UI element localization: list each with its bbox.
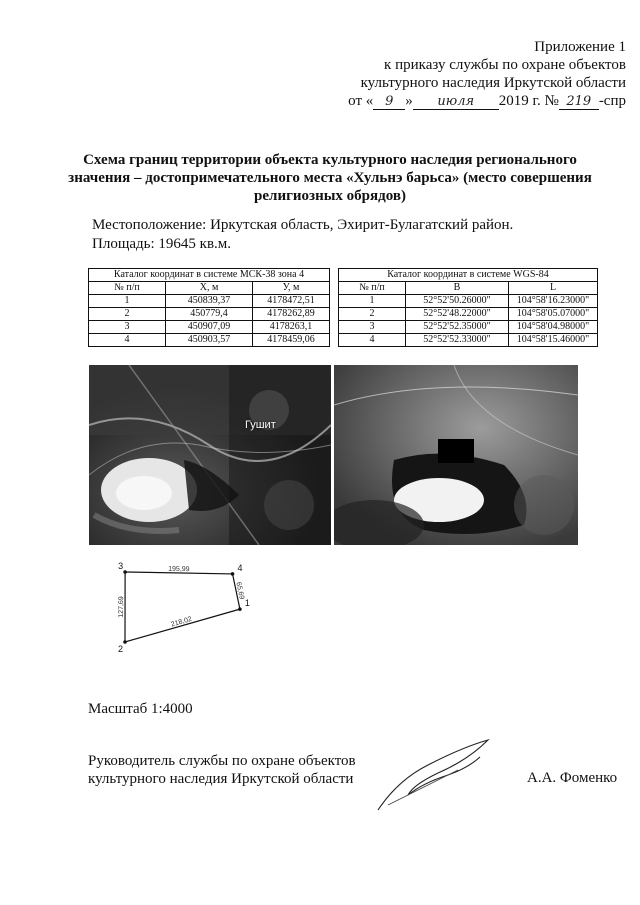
order-number: 219 — [559, 95, 599, 110]
vertex-label-1: 1 — [244, 598, 250, 609]
handwritten-signature — [368, 735, 498, 815]
title-line1: Схема границ территории объекта культурного наследия регионального — [83, 152, 577, 168]
vertex-label-3: 3 — [118, 561, 124, 571]
cell: 450839,37 — [166, 295, 253, 308]
boundary-plan — [95, 560, 315, 690]
vertex-point-3 — [123, 570, 127, 574]
cell: 1 — [339, 295, 406, 308]
vertex-point-1 — [238, 607, 242, 611]
satellite-image-right — [334, 365, 578, 545]
table-row — [339, 308, 598, 321]
msk-header-num: № п/п — [89, 282, 166, 295]
table-row — [89, 308, 330, 321]
cell: 104°58'05.07000" — [509, 308, 598, 321]
table-row — [89, 321, 330, 334]
vertex-point-4 — [231, 572, 235, 576]
table-row — [339, 295, 598, 308]
location-text: Местоположение: Иркутская область, Эхирит-Булагатский район. — [92, 217, 514, 233]
side-length-3-4: 195,99 — [168, 565, 190, 574]
side-length-1-2: 218,02 — [170, 615, 193, 629]
signatory-position — [88, 752, 356, 788]
appendix-line2: к приказу службы по охране объектов — [384, 57, 626, 73]
wgs-header-b: B — [406, 282, 509, 295]
cell: 4178263,1 — [253, 321, 330, 334]
cell: 104°58'16.23000" — [509, 295, 598, 308]
cell: 104°58'04.98000" — [509, 321, 598, 334]
object-meta — [92, 216, 513, 254]
cell: 3 — [339, 321, 406, 334]
cell: 52°52'50.26000" — [406, 295, 509, 308]
wgs-table-caption: Каталог координат в системе WGS-84 — [339, 269, 598, 282]
wgs-header-l: L — [509, 282, 598, 295]
vertex-label-4: 4 — [237, 562, 243, 573]
order-number-suffix: -спр — [598, 93, 626, 109]
cell: 4 — [339, 334, 406, 347]
appendix-header — [348, 38, 626, 110]
satellite-image-left-drawing — [89, 365, 331, 545]
cell: 3 — [89, 321, 166, 334]
side-length-2-3: 127,69 — [118, 596, 126, 618]
date-day-suffix: » — [405, 93, 413, 109]
cell: 2 — [339, 308, 406, 321]
cell: 2 — [89, 308, 166, 321]
satellite-image-right-drawing — [334, 365, 578, 545]
cell: 4178472,51 — [253, 295, 330, 308]
cell: 52°52'52.33000" — [406, 334, 509, 347]
date-day: 9 — [373, 95, 405, 110]
title-line2: значения – достопримечательного места «Хульнэ барьса» (место совершения — [68, 170, 592, 186]
boundary-polygon — [125, 572, 240, 642]
date-year: 2019 г. № — [498, 93, 559, 109]
msk-header-x: X, м — [166, 282, 253, 295]
cell: 1 — [89, 295, 166, 308]
vertex-point-2 — [123, 640, 127, 644]
msk-table-caption: Каталог координат в системе МСК-38 зона 4 — [89, 269, 330, 282]
date-prefix: от « — [348, 93, 374, 109]
satellite-image-left — [89, 365, 331, 545]
cell: 4178459,06 — [253, 334, 330, 347]
wgs-coordinate-table — [338, 268, 598, 347]
signatory-line1: Руководитель службы по охране объектов — [88, 753, 356, 769]
cell: 450779,4 — [166, 308, 253, 321]
photo-place-label: Гушит — [245, 419, 276, 431]
table-row — [339, 334, 598, 347]
side-length-4-1: 65,69 — [234, 581, 245, 601]
vertex-label-2: 2 — [118, 644, 124, 654]
signatory-line2: культурного наследия Иркутской области — [88, 771, 354, 787]
boundary-plan-drawing — [95, 560, 315, 690]
msk-coordinate-table — [88, 268, 330, 347]
appendix-date-line — [348, 92, 626, 110]
cell: 52°52'52.35000" — [406, 321, 509, 334]
cell: 52°52'48.22000" — [406, 308, 509, 321]
cell: 104°58'15.46000" — [509, 334, 598, 347]
cell: 4178262,89 — [253, 308, 330, 321]
msk-header-y: У, м — [253, 282, 330, 295]
table-row — [89, 295, 330, 308]
table-row — [89, 334, 330, 347]
date-month: июля — [413, 95, 499, 110]
cell: 4 — [89, 334, 166, 347]
document-title — [60, 151, 600, 205]
wgs-header-num: № п/п — [339, 282, 406, 295]
cell: 450903,57 — [166, 334, 253, 347]
table-row — [339, 321, 598, 334]
scale-label: Масштаб 1:4000 — [88, 701, 193, 717]
appendix-line3: культурного наследия Иркутской области — [360, 75, 626, 91]
appendix-line1: Приложение 1 — [534, 39, 626, 55]
title-line3: религиозных обрядов) — [254, 188, 406, 204]
cell: 450907,09 — [166, 321, 253, 334]
signatory-name: А.А. Фоменко — [527, 770, 618, 786]
object-marker — [438, 439, 474, 463]
area-text: Площадь: 19645 кв.м. — [92, 236, 232, 252]
coordinate-tables — [88, 268, 598, 348]
